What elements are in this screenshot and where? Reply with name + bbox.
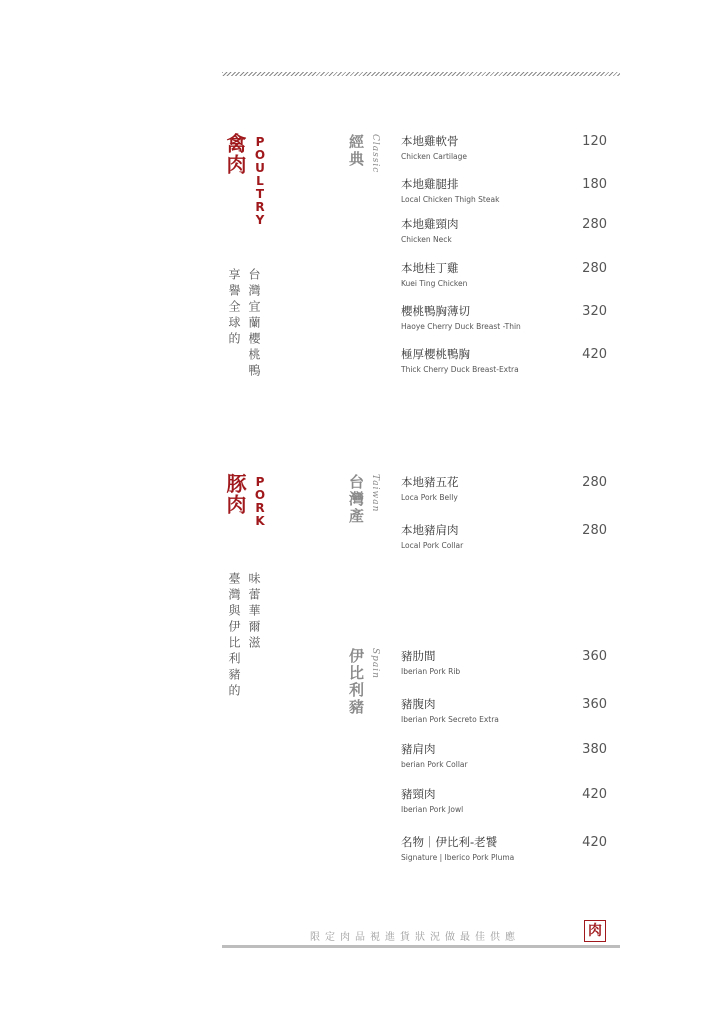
poultry-classic-label: 經典 <box>347 134 365 168</box>
item-name-en: Haoye Cherry Duck Breast -Thin <box>401 322 521 331</box>
pork-title: 豚肉 <box>223 473 247 515</box>
pork-taiwan-label: 台灣產 <box>347 474 365 525</box>
item-name-en: Iberian Pork Rib <box>401 667 461 676</box>
pork-spain-label: 伊比利豬 <box>347 648 365 716</box>
item-name-en: Chicken Cartilage <box>401 152 468 161</box>
item-price: 280 <box>582 217 607 232</box>
item-name: 豬頸肉 <box>401 787 436 801</box>
item-price: 360 <box>582 649 607 664</box>
item-name-en: Kuei Ting Chicken <box>401 279 468 288</box>
item-name-en: Loca Pork Belly <box>401 493 458 502</box>
menu-item <box>401 475 607 503</box>
poultry-slogan-line1: 台灣宜蘭櫻桃鴨 <box>247 268 261 380</box>
item-name-en: berian Pork Collar <box>401 760 468 769</box>
item-price: 380 <box>582 742 607 757</box>
menu-item <box>401 742 607 770</box>
item-name: 櫻桃鴨胸薄切 <box>401 304 470 318</box>
item-name: 豬肩肉 <box>401 742 436 756</box>
menu-item <box>401 787 607 815</box>
item-name: 本地豬五花 <box>401 475 459 489</box>
item-price: 280 <box>582 475 607 490</box>
top-decorative-rule <box>222 72 620 76</box>
item-price: 280 <box>582 523 607 538</box>
menu-item <box>401 177 607 205</box>
item-price: 180 <box>582 177 607 192</box>
item-name-en: Thick Cherry Duck Breast-Extra <box>401 365 519 374</box>
meat-badge: 肉 <box>584 920 606 942</box>
item-price: 320 <box>582 304 607 319</box>
menu-item <box>401 835 607 863</box>
footer-note: 限定肉品視進貨狀況做最佳供應 <box>310 932 520 943</box>
pork-taiwan-label-en: Taiwan <box>370 474 380 513</box>
pork-spain-label-en: Spain <box>370 648 380 679</box>
item-name: 名物｜伊比利-老饕 <box>401 835 498 849</box>
item-name: 豬腹肉 <box>401 697 436 711</box>
menu-item <box>401 347 607 375</box>
menu-item <box>401 261 607 289</box>
item-price: 280 <box>582 261 607 276</box>
item-name: 本地豬肩肉 <box>401 523 459 537</box>
menu-item <box>401 217 607 245</box>
menu-item <box>401 134 607 162</box>
poultry-title: 禽肉 <box>223 133 247 175</box>
pork-slogan-line2: 臺灣與伊比利豬的 <box>227 572 241 700</box>
poultry-title-en: POULTRY <box>254 135 266 227</box>
menu-item <box>401 304 607 332</box>
item-name: 本地雞軟骨 <box>401 134 459 148</box>
item-name-en: Local Chicken Thigh Steak <box>401 195 500 204</box>
pork-title-en: PORK <box>254 475 266 528</box>
item-name: 本地桂丁雞 <box>401 261 459 275</box>
item-name: 極厚櫻桃鴨胸 <box>401 347 470 361</box>
poultry-classic-label-en: Classic <box>370 134 380 174</box>
item-name-en: Iberian Pork Jowl <box>401 805 464 814</box>
item-name-en: Iberian Pork Secreto Extra <box>401 715 499 724</box>
item-price: 120 <box>582 134 607 149</box>
menu-item <box>401 523 607 551</box>
item-name-en: Chicken Neck <box>401 235 452 244</box>
item-name: 豬肋間 <box>401 649 436 663</box>
item-name-en: Signature | Iberico Pork Pluma <box>401 853 515 862</box>
poultry-slogan-line2: 享譽全球的 <box>227 268 241 348</box>
item-price: 420 <box>582 347 607 362</box>
bottom-rule <box>222 945 620 948</box>
item-name: 本地雞頸肉 <box>401 217 459 231</box>
item-name-en: Local Pork Collar <box>401 541 464 550</box>
item-price: 420 <box>582 787 607 802</box>
menu-item <box>401 649 607 677</box>
pork-slogan-line1: 味蕾華爾滋 <box>247 572 261 652</box>
item-price: 360 <box>582 697 607 712</box>
item-name: 本地雞腿排 <box>401 177 459 191</box>
item-price: 420 <box>582 835 607 850</box>
menu-item <box>401 697 607 725</box>
